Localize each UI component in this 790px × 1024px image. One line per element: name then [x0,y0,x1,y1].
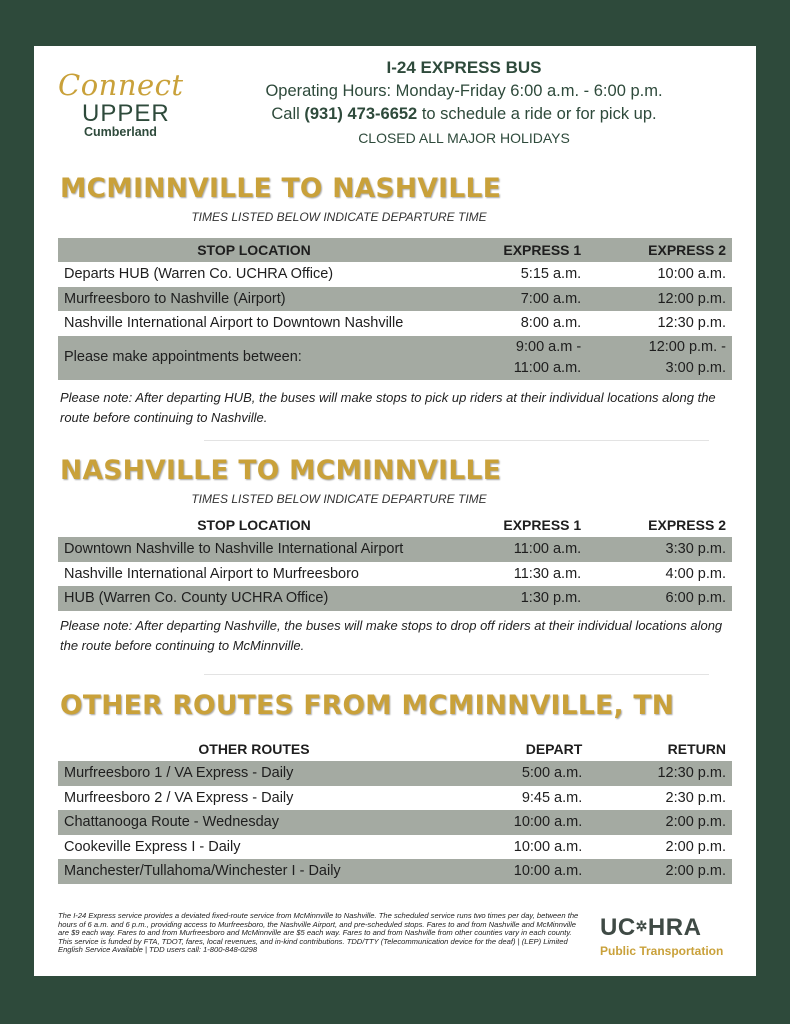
depart-time: 10:00 a.m. [513,814,583,831]
express-1-time: 7:00 a.m. [520,290,582,307]
table-row [58,786,732,811]
table-row [58,835,732,860]
call-suffix: to schedule a ride or for pick up. [417,105,657,123]
express-2-time: 12:30 p.m. [657,315,726,332]
express-2-time: 4:00 p.m. [665,565,726,582]
section-title-mcminnville-to-nashville: MCMINNVILLE TO NASHVILLE [60,173,502,204]
appointment-label: Please make appointments between: [64,349,302,365]
depart-time: 5:00 a.m. [521,765,583,782]
column-header: STOP LOCATION [197,517,311,533]
appointment-express-2 [601,336,732,380]
express-2-time: 10:00 a.m. [657,266,726,283]
star-icon: ✲ [635,918,648,934]
uchra-hra: HRA [647,914,702,941]
express-1-time: 5:15 a.m. [520,266,582,283]
uchra-uc: UC [600,914,636,941]
page-title: I-24 EXPRESS BUS [386,58,542,77]
stop-location: HUB (Warren Co. County UCHRA Office) [64,590,329,607]
appt-e2-start: 12:00 p.m. - [648,338,726,355]
appt-e2-end: 3:00 p.m. [665,359,726,376]
schedule-page [34,46,756,976]
column-header: OTHER ROUTES [198,741,310,757]
table-header-row [58,513,732,537]
table-row [58,311,732,336]
express-2-time: 12:00 p.m. [657,290,726,307]
appointment-express-1 [450,336,601,380]
route-name: Cookeville Express I - Daily [64,838,241,855]
operating-hours: Operating Hours: Monday-Friday 6:00 a.m. - 6:00 p.m. [265,82,663,100]
uchra-public-transportation-logo [600,914,750,958]
route-name: Murfreesboro 2 / VA Express - Daily [64,789,294,806]
express-1-time: 11:00 a.m. [513,541,582,558]
appt-e1-start: 9:00 a.m - [515,338,582,355]
schedule-table-mcminnville-to-nashville [58,238,732,380]
stop-location: Departs HUB (Warren Co. UCHRA Office) [64,266,334,283]
footer-disclaimer: The I-24 Express service provides a deviated fixed-route service from McMinnville to Nashville. The scheduled service runs two times per day, between the hours of 6 a.m. and 6 p.m., providing access to Murfreesboro, the Nashville Airport, and pre-scheduled stops. Fares to and from Nashville and McMinnville are $9 each way. Fares to and from Murfreesboro and McMinnville are $5 each way. Fares to and from Nashville from other counties vary in each county. This service is funded by FTA, TDOT, fares, local revenues, and in-kind contributions. TDD/TTY (Telecommunication device for the deaf) | (LEP) Limited English Service Available | TDD users call: 1-800-848-0298 [58,911,579,955]
return-time: 2:00 p.m. [665,863,726,880]
table-row [58,761,732,786]
express-2-time: 3:30 p.m. [665,541,726,558]
column-header: EXPRESS 2 [648,517,726,533]
depart-time: 10:00 a.m. [513,863,583,880]
express-1-time: 1:30 p.m. [520,590,582,607]
column-header: EXPRESS 2 [648,242,726,258]
return-time: 2:30 p.m. [665,789,726,806]
express-2-time: 6:00 p.m. [665,590,726,607]
column-header: RETURN [667,741,726,757]
divider [204,674,709,675]
express-1-time: 8:00 a.m. [520,315,582,332]
schedule-table-nashville-to-mcminnville [58,513,732,611]
section1-subtitle: TIMES LISTED BELOW INDICATE DEPARTURE TIME [191,210,487,224]
logo-cumberland: Cumberland [84,125,157,139]
section1-note: Please note: After departing HUB, the buses will make stops to pick up riders at their individual locations along the route before continuing to Nashville. [60,390,716,425]
route-name: Chattanooga Route - Wednesday [64,814,279,831]
route-name: Murfreesboro 1 / VA Express - Daily [64,765,294,782]
table-row [58,562,732,587]
section-title-nashville-to-mcminnville: NASHVILLE TO MCMINNVILLE [60,455,502,486]
return-time: 2:00 p.m. [665,838,726,855]
column-header: EXPRESS 1 [503,242,582,258]
column-header: EXPRESS 1 [503,517,582,533]
call-line [214,105,714,124]
section-title-other-routes: OTHER ROUTES FROM MCMINNVILLE, TN [60,690,675,721]
logo-connect: Connect [58,68,184,102]
column-header: STOP LOCATION [197,242,311,258]
stop-location: Downtown Nashville to Nashville International Airport [64,541,404,558]
phone-number[interactable]: (931) 473-6652 [304,105,418,123]
closed-notice: CLOSED ALL MAJOR HOLIDAYS [358,130,570,146]
depart-time: 9:45 a.m. [521,789,583,806]
table-header-row [58,737,732,761]
table-row [58,287,732,312]
divider [204,440,709,441]
logo-upper: UPPER [82,100,170,127]
uchra-wordmark [600,914,750,942]
schedule-table-other-routes [58,737,732,884]
table-row [58,859,732,884]
depart-time: 10:00 a.m. [513,838,583,855]
connect-upper-cumberland-logo [58,68,184,139]
table-row [58,586,732,611]
stop-location: Nashville International Airport to Downtown Nashville [64,315,404,332]
return-time: 2:00 p.m. [665,814,726,831]
appt-e1-end: 11:00 a.m. [513,359,582,376]
header [214,58,714,146]
uchra-tagline: Public Transportation [600,944,724,958]
column-header: DEPART [525,741,583,757]
section2-subtitle: TIMES LISTED BELOW INDICATE DEPARTURE TIME [191,492,487,506]
section2-note: Please note: After departing Nashville, the buses will make stops to drop off riders at their individual locations along the route before continuing to McMinnville. [60,618,723,653]
return-time: 12:30 p.m. [657,765,726,782]
table-row [58,262,732,287]
appointment-row [58,336,732,380]
table-row [58,810,732,835]
route-name: Manchester/Tullahoma/Winchester I - Daily [64,863,341,880]
table-row [58,537,732,562]
express-1-time: 11:30 a.m. [513,565,582,582]
stop-location: Murfreesboro to Nashville (Airport) [64,290,286,307]
call-prefix: Call [271,105,305,123]
stop-location: Nashville International Airport to Murfreesboro [64,565,359,582]
table-header-row [58,238,732,262]
